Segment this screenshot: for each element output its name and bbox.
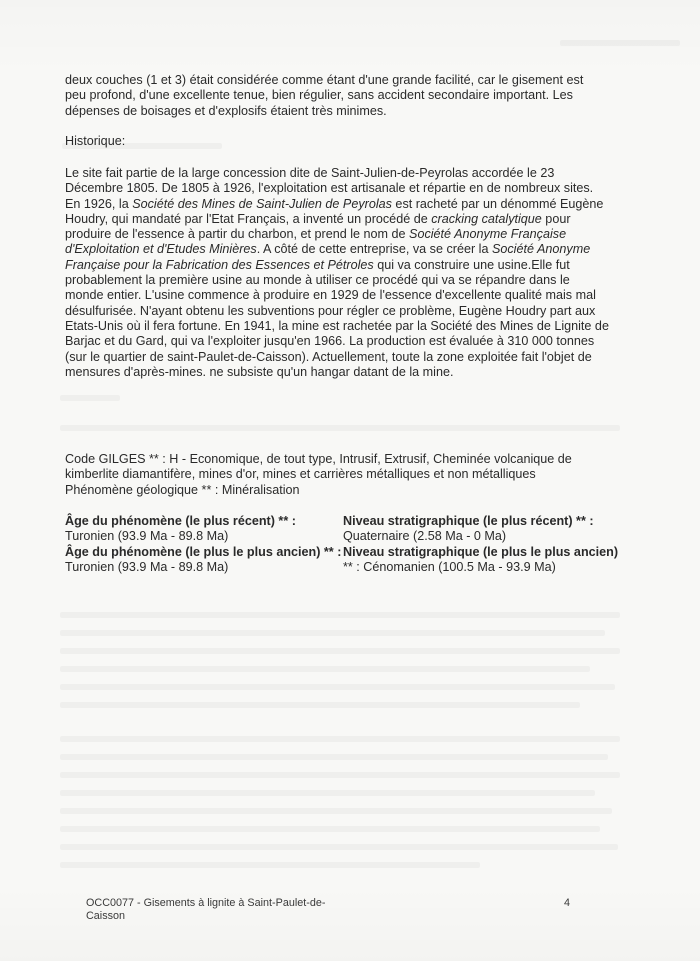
bleed-through-mark — [60, 844, 618, 850]
historique-line: d'Exploitation et d'Etudes Minières. A côté de cette entreprise, va se créer la Société Anonyme — [65, 242, 591, 257]
level-recent-label: Niveau stratigraphique (le plus récent) ** : — [343, 514, 594, 528]
bleed-through-mark — [60, 772, 620, 778]
italic-term: Société Anonyme — [491, 242, 591, 257]
intro-paragraph — [65, 73, 637, 119]
historique-line: Houdry, qui mandaté par l'Etat Français, a inventé un procédé de cracking catalytique pour — [65, 211, 571, 226]
bleed-through-mark — [60, 630, 605, 636]
age-recent-label: Âge du phénomène (le plus récent) ** : — [65, 514, 296, 528]
bleed-through-mark — [60, 702, 580, 708]
bleed-through-mark — [60, 425, 620, 431]
italic-term: cracking catalytique — [431, 211, 542, 226]
italic-term: Société Anonyme Française — [409, 227, 567, 242]
historique-line: En 1926, la Société des Mines de Saint-Julien de Peyrolas est racheté par un dénommé Eugène — [65, 196, 604, 211]
bleed-through-mark — [60, 826, 600, 832]
footer-title-line: Caisson — [86, 910, 126, 922]
historique-line: désulfurisée. N'ayant obtenu les subventions pour régler ce problème, Eugène Houdry part aux — [65, 303, 596, 318]
italic-term: d'Exploitation et d'Etudes Minières — [65, 242, 257, 257]
age-recent-value: Turonien (93.9 Ma - 89.8 Ma) — [65, 529, 229, 544]
intro-line: dépenses de boisages et d'explosifs étaient très minimes. — [65, 103, 387, 118]
bleed-through-mark — [560, 40, 680, 46]
historique-line: Décembre 1805. De 1805 à 1926, l'exploitation est artisanale et répartie en de nombreux sites. — [65, 181, 594, 196]
footer-title-line: OCC0077 - Gisements à lignite à Saint-Paulet-de- — [86, 897, 326, 909]
level-ancient-label: Niveau stratigraphique (le plus le plus ancien) — [343, 544, 619, 559]
age-ancient-label: Âge du phénomène (le plus le plus ancien) ** : — [65, 544, 342, 559]
phenomenon-age-column — [65, 514, 341, 575]
historique-line: Etats-Unis où il fera fortune. En 1941, la mine est rachetée par la Société des Mines de Lignite de — [65, 318, 609, 333]
geological-phenomenon: Phénomène géologique ** : Minéralisation — [65, 482, 300, 497]
historique-paragraph — [65, 166, 637, 380]
historique-line: probablement la première usine au monde à utiliser ce procédé qui va se répandre dans le — [65, 273, 570, 288]
bleed-through-mark — [60, 790, 595, 796]
bleed-through-mark — [60, 395, 120, 401]
gilges-code-line: kimberlite diamantifère, mines d'or, mines et carrières métalliques et non métalliques — [65, 467, 536, 482]
intro-line: deux couches (1 et 3) était considérée comme étant d'une grande facilité, car le gisement est — [65, 73, 584, 87]
bleed-through-mark — [60, 648, 620, 654]
bleed-through-mark — [60, 808, 612, 814]
bleed-through-mark — [60, 862, 480, 868]
historique-heading: Historique: — [65, 134, 126, 148]
level-ancient-value: ** : Cénomanien (100.5 Ma - 93.9 Ma) — [343, 559, 556, 574]
historique-line: produire de l'essence à partir du charbon, et prend le nom de Société Anonyme Française — [65, 227, 567, 242]
italic-term: Société des Mines de Saint-Julien de Peyrolas — [132, 196, 392, 211]
intro-line: peu profond, d'une excellente tenue, bien régulier, sans accident secondaire important. Les — [65, 88, 573, 103]
page-number: 4 — [564, 897, 571, 909]
historique-line: mensures d'après-mines. ne subsiste qu'un hangar datant de la mine. — [65, 364, 454, 379]
bleed-through-mark — [60, 754, 608, 760]
footer-document-title — [86, 897, 325, 923]
gilges-block — [65, 452, 637, 498]
historique-line: monde entier. L'usine commence à produire en 1929 de l'essence d'excellente qualité mais mal — [65, 288, 596, 303]
historique-line: Le site fait partie de la large concession dite de Saint-Julien-de-Peyrolas accordée le 23 — [65, 166, 555, 180]
bleed-through-mark — [60, 612, 620, 618]
historique-line: Barjac et du Gard, qui va l'exploiter jusqu'en 1966. La production est évaluée à 310 000 tonnes — [65, 334, 595, 349]
level-recent-value: Quaternaire (2.58 Ma - 0 Ma) — [343, 529, 507, 544]
stratigraphic-level-column — [343, 514, 618, 575]
age-ancient-value: Turonien (93.9 Ma - 89.8 Ma) — [65, 559, 229, 574]
historique-line: Française pour la Fabrication des Essences et Pétroles qui va construire une usine.Elle fut — [65, 257, 570, 272]
bleed-through-mark — [60, 666, 590, 672]
historique-line: (sur le quartier de saint-Paulet-de-Caisson). Actuellement, toute la zone exploitée fait l'objet de — [65, 349, 592, 364]
gilges-code-line: Code GILGES ** : H - Economique, de tout type, Intrusif, Extrusif, Cheminée volcanique de — [65, 452, 572, 466]
bleed-through-mark — [60, 684, 615, 690]
bleed-through-mark — [60, 736, 620, 742]
italic-term: Française pour la Fabrication des Essences et Pétroles — [65, 257, 374, 272]
